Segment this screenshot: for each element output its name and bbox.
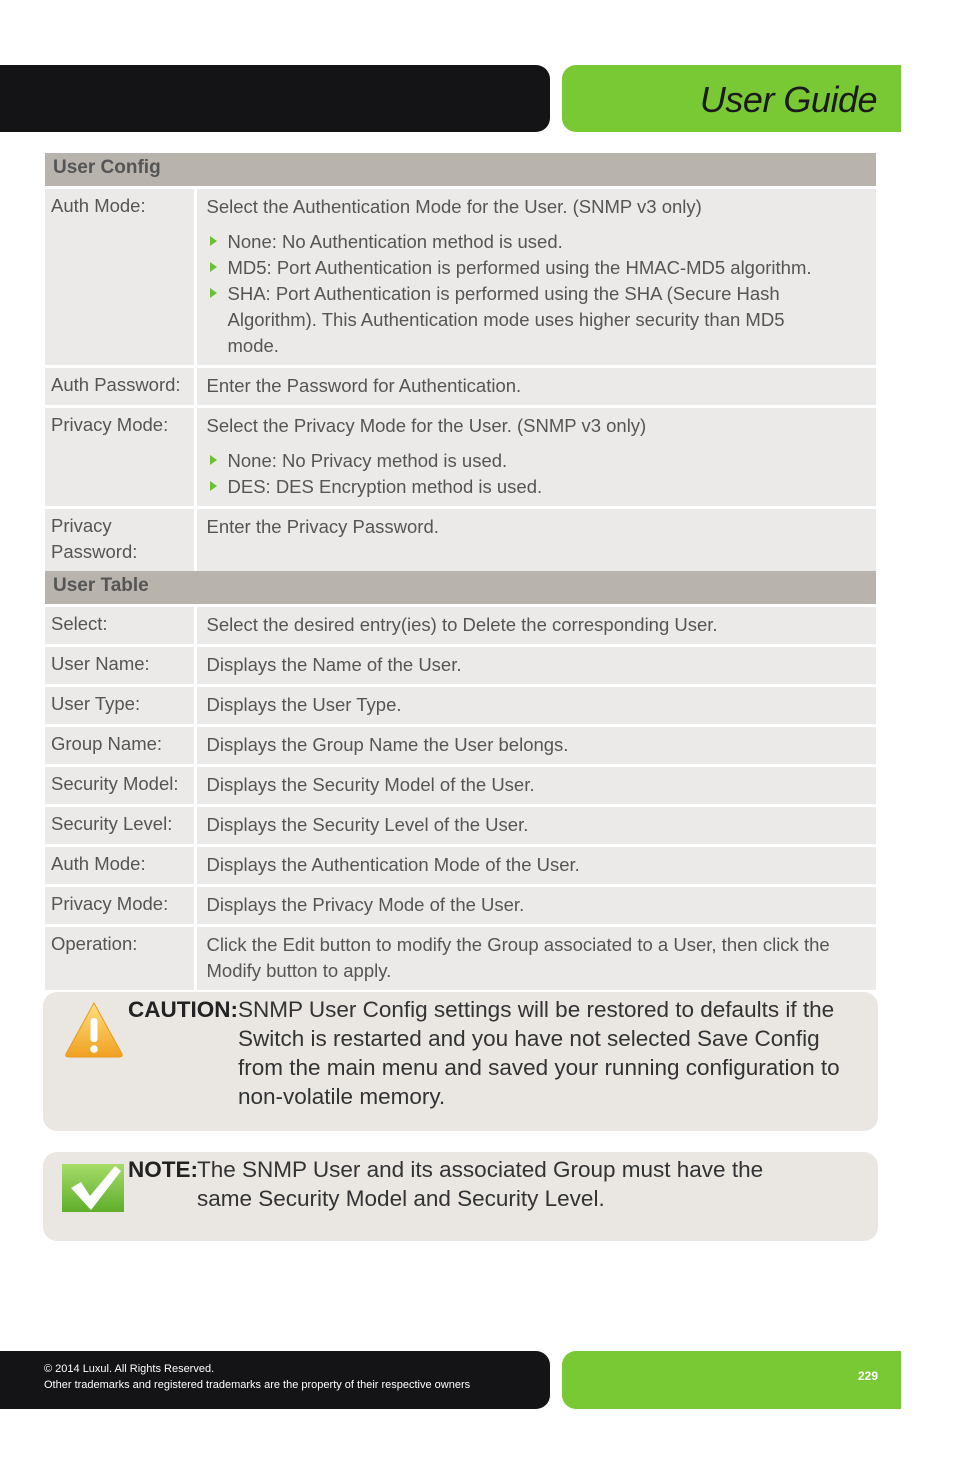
caution-callout [43, 992, 878, 1131]
bullet-arrow-icon [210, 236, 217, 246]
row-description: Select the desired entry(ies) to Delete the corresponding User. [195, 606, 876, 646]
row-label: Security Level: [45, 806, 195, 846]
row-description [195, 407, 876, 508]
copyright-text: © 2014 Luxul. All Rights Reserved. [44, 1363, 215, 1375]
table-row [45, 188, 876, 367]
bullet-arrow-icon [210, 262, 217, 272]
row-label: Group Name: [45, 726, 195, 766]
row-label: Auth Password: [45, 367, 195, 407]
row-label: User Type: [45, 686, 195, 726]
note-text: The SNMP User and its associated Group must have the same Security Model and Security Level. [197, 1157, 764, 1211]
row-description: Displays the Security Model of the User. [195, 766, 876, 806]
table-row [45, 606, 876, 646]
bullet-arrow-icon [210, 481, 217, 491]
table-row [45, 806, 876, 846]
table-row [45, 646, 876, 686]
page-title: User Guide [699, 79, 877, 120]
row-label: User Name: [45, 646, 195, 686]
table-row [45, 686, 876, 726]
table-row [45, 886, 876, 926]
row-description: Click the Edit button to modify the Group associated to a User, then click the Modify button to apply. [195, 926, 876, 991]
checkmark-icon [61, 1160, 125, 1214]
table-row [45, 367, 876, 407]
row-label: Privacy Mode: [45, 886, 195, 926]
row-label: Security Model: [45, 766, 195, 806]
table-row [45, 726, 876, 766]
trademark-text: Other trademarks and registered trademarks are the property of their respective owners [44, 1379, 471, 1391]
row-text: Select the Authentication Mode for the User. (SNMP v3 only) [206, 196, 702, 217]
row-label: Auth Mode: [45, 846, 195, 886]
row-description: Displays the Privacy Mode of the User. [195, 886, 876, 926]
caution-text: SNMP User Config settings will be restored to defaults if the Switch is restarted and you have not selected Save Config from the main menu and saved your running configuration to non-volatile memory. [238, 997, 840, 1109]
section-title: User Table [45, 571, 876, 606]
header-bar [0, 65, 550, 132]
table-row [45, 926, 876, 991]
row-description: Displays the User Type. [195, 686, 876, 726]
table-row [45, 508, 876, 572]
row-description: Enter the Privacy Password. [195, 508, 876, 572]
row-description: Displays the Security Level of the User. [195, 806, 876, 846]
table-row [45, 766, 876, 806]
header-title-bar [562, 65, 901, 132]
bullet-text: SHA: Port Authentication is performed using the SHA (Secure Hash Algorithm). This Authentication mode uses higher security than MD5 mode. [227, 283, 785, 356]
bullet-arrow-icon [210, 455, 217, 465]
bullet-text: DES: DES Encryption method is used. [227, 476, 543, 497]
bullet-item [207, 281, 869, 359]
row-label: Privacy Password: [45, 508, 195, 572]
row-description: Displays the Authentication Mode of the User. [195, 846, 876, 886]
bullet-item [207, 229, 869, 255]
table-row [45, 846, 876, 886]
bullet-arrow-icon [210, 288, 217, 298]
section-header [45, 153, 876, 188]
page-number: 229 [857, 1369, 878, 1383]
bullet-item [207, 474, 869, 500]
footer-page-bar [562, 1351, 901, 1409]
bullet-list [207, 229, 869, 359]
bullet-text: None: No Authentication method is used. [227, 231, 563, 252]
bullet-text: MD5: Port Authentication is performed using the HMAC-MD5 algorithm. [227, 257, 812, 278]
settings-table [45, 153, 876, 990]
row-description: Enter the Password for Authentication. [195, 367, 876, 407]
row-label: Auth Mode: [45, 188, 195, 367]
bullet-item [207, 448, 869, 474]
table-row [45, 407, 876, 508]
footer-bar [0, 1351, 550, 1409]
note-callout [43, 1152, 878, 1241]
row-label: Select: [45, 606, 195, 646]
section-title: User Config [45, 153, 876, 188]
warning-icon [63, 1000, 125, 1058]
bullet-list [207, 448, 869, 500]
row-text: Select the Privacy Mode for the User. (SNMP v3 only) [206, 415, 647, 436]
row-description: Displays the Name of the User. [195, 646, 876, 686]
row-description: Displays the Group Name the User belongs. [195, 726, 876, 766]
section-header [45, 571, 876, 606]
row-label: Operation: [45, 926, 195, 991]
note-keyword: NOTE: [128, 1157, 198, 1182]
bullet-text: None: No Privacy method is used. [227, 450, 508, 471]
caution-keyword: CAUTION: [128, 997, 238, 1022]
bullet-item [207, 255, 869, 281]
row-description [195, 188, 876, 367]
row-label: Privacy Mode: [45, 407, 195, 508]
